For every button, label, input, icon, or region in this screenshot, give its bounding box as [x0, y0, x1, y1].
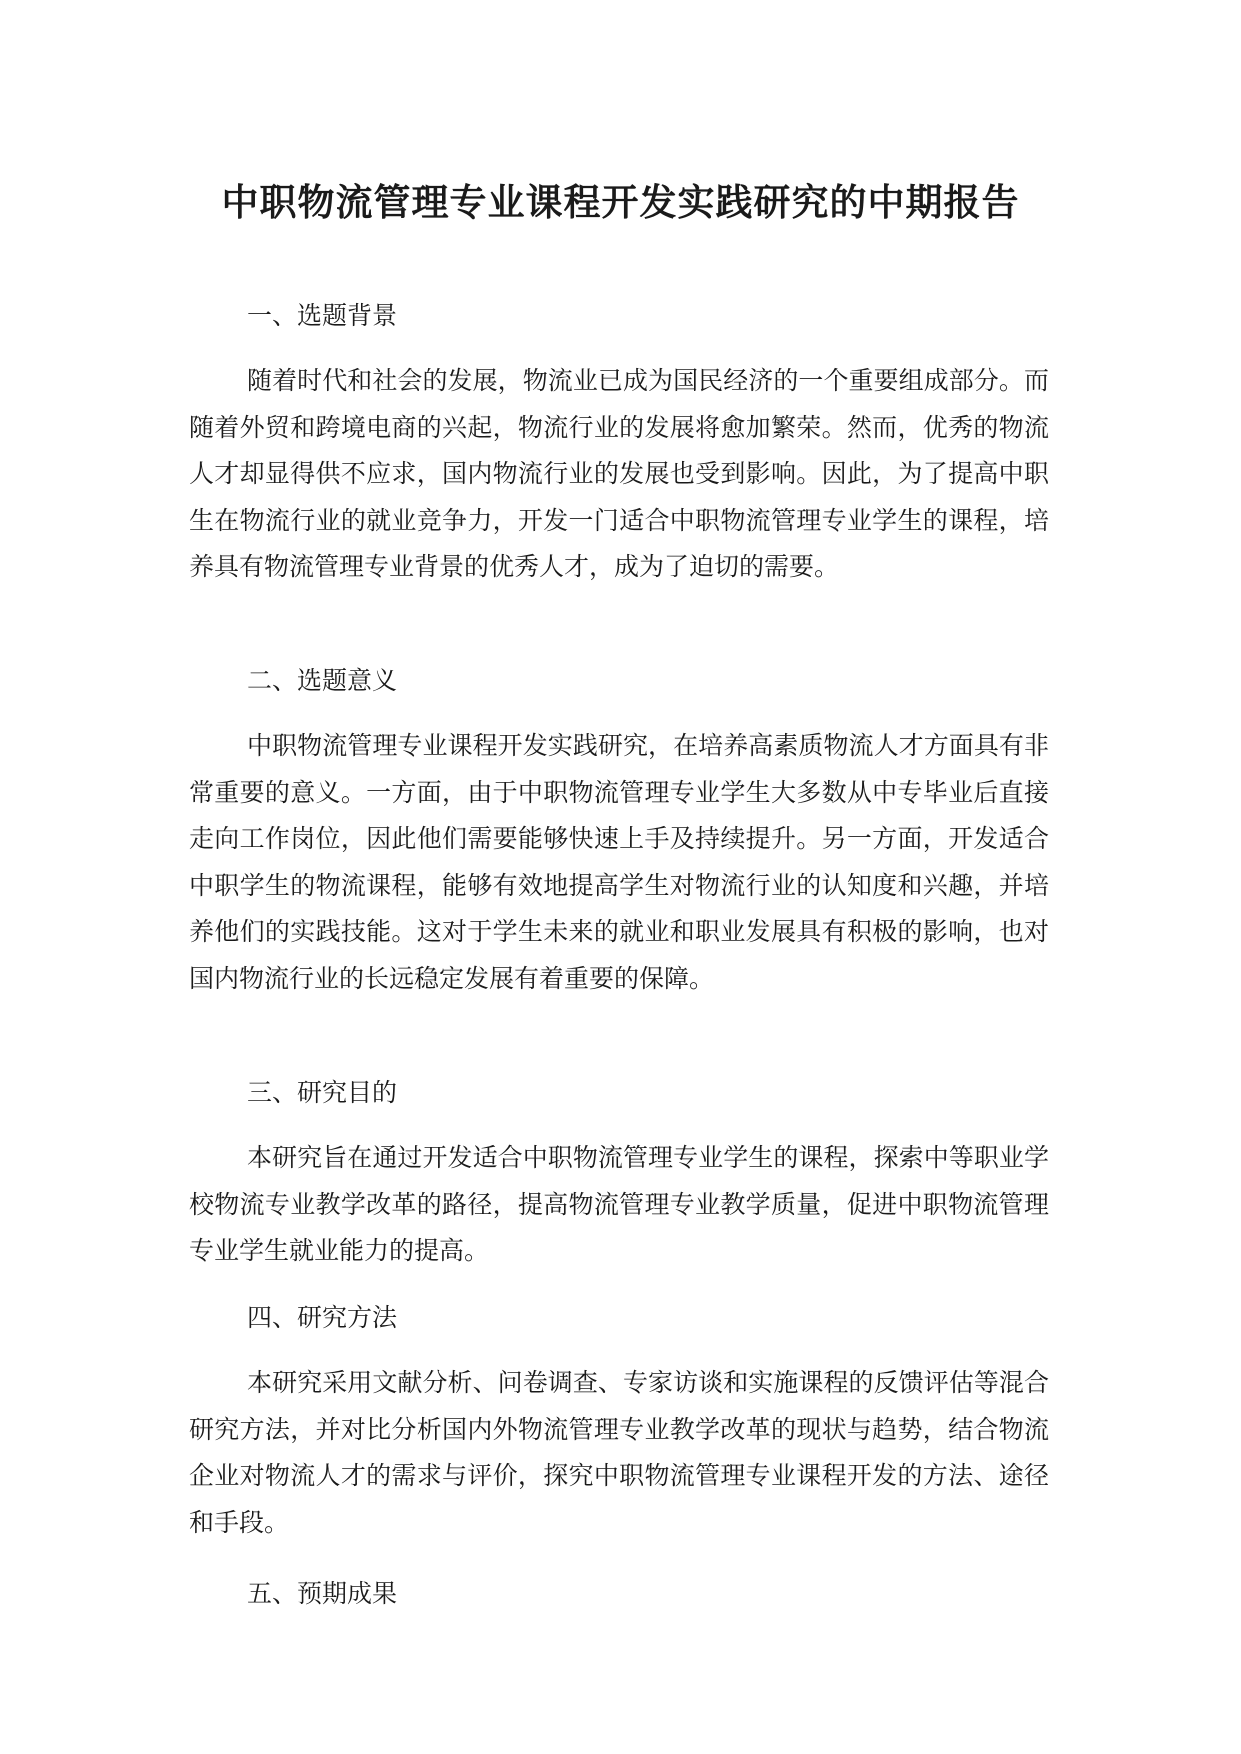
section-heading-background: 一、选题背景	[247, 301, 398, 330]
section-heading-purpose: 三、研究目的	[247, 1078, 398, 1107]
section-paragraph-background: 随着时代和社会的发展，物流业已成为国民经济的一个重要组成部分。而随着外贸和跨境电商的兴起，物流行业的发展将愈加繁荣。然而，优秀的物流人才却显得供不应求，国内物流行业的发展也受到影响。因此，为了提高中职生在物流行业的就业竞争力，开发一门适合中职物流管理专业学生的课程，培养具有物流管理专业背景的优秀人才，成为了迫切的需要。	[189, 366, 1049, 581]
section-heading-significance: 二、选题意义	[247, 666, 398, 695]
section-paragraph-purpose: 本研究旨在通过开发适合中职物流管理专业学生的课程，探索中等职业学校物流专业教学改革的路径，提高物流管理专业教学质量，促进中职物流管理专业学生就业能力的提高。	[189, 1143, 1049, 1265]
section-paragraph-significance: 中职物流管理专业课程开发实践研究，在培养高素质物流人才方面具有非常重要的意义。一方面，由于中职物流管理专业学生大多数从中专毕业后直接走向工作岗位，因此他们需要能够快速上手及持续提升。另一方面，开发适合中职学生的物流课程，能够有效地提高学生对物流行业的认知度和兴趣，并培养他们的实践技能。这对于学生未来的就业和职业发展具有积极的影响，也对国内物流行业的长远稳定发展有着重要的保障。	[189, 731, 1049, 993]
section-heading-expected-results: 五、预期成果	[247, 1579, 398, 1608]
document-title: 中职物流管理专业课程开发实践研究的中期报告	[221, 181, 1020, 224]
section-heading-method: 四、研究方法	[247, 1303, 398, 1332]
section-paragraph-method: 本研究采用文献分析、问卷调查、专家访谈和实施课程的反馈评估等混合研究方法，并对比分析国内外物流管理专业教学改革的现状与趋势，结合物流企业对物流人才的需求与评价，探究中职物流管理专业课程开发的方法、途径和手段。	[189, 1368, 1049, 1537]
